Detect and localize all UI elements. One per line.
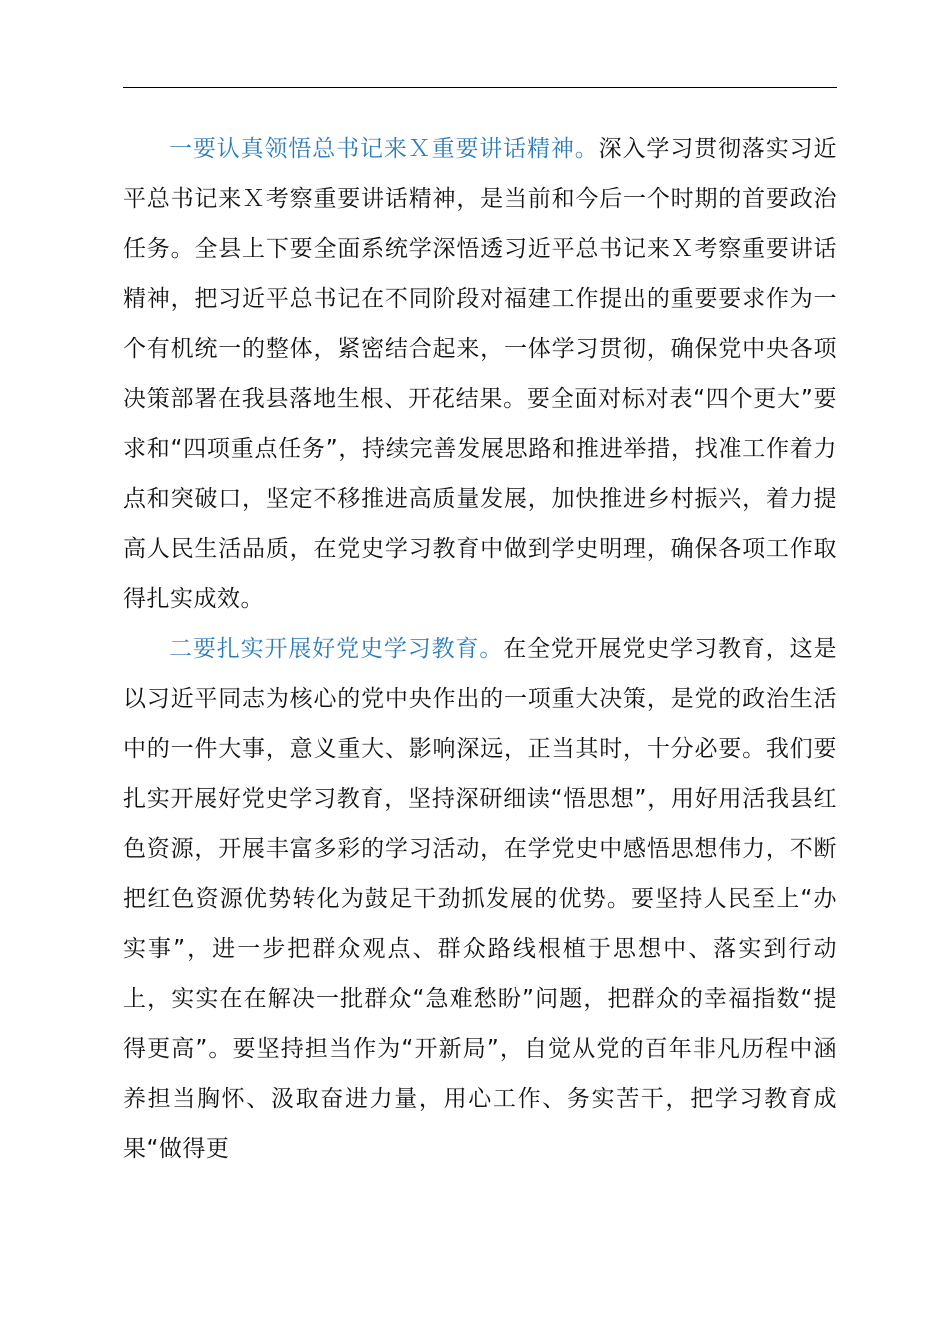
document-body — [123, 124, 837, 1174]
paragraph-2 — [123, 624, 837, 1174]
paragraph-1-heading: 一要认真领悟总书记来Ｘ重要讲话精神。 — [169, 136, 599, 162]
paragraph-2-heading: 二要扎实开展好党史学习教育。 — [169, 636, 504, 662]
header-rule — [123, 87, 837, 88]
paragraph-2-text: 在全党开展党史学习教育，这是以习近平同志为核心的党中央作出的一项重大决策，是党的政治生活中的一件大事，意义重大、影响深远，正当其时，十分必要。我们要扎实开展好党史学习教育，坚持深研细读“悟思想”，用好用活我县红色资源，开展丰富多彩的学习活动，在学党史中感悟思想伟力，不断把红色资源优势转化为鼓足干劲抓发展的优势。要坚持人民至上“办实事”，进一步把群众观点、群众路线根植于思想中、落实到行动上，实实在在解决一批群众“急难愁盼”问题，把群众的幸福指数“提得更高”。要坚持担当作为“开新局”，自觉从党的百年非凡历程中涵养担当胸怀、汲取奋进力量，用心工作、务实苦干，把学习教育成果“做得更 — [123, 636, 838, 1162]
paragraph-1-text: 深入学习贯彻落实习近平总书记来Ｘ考察重要讲话精神，是当前和今后一个时期的首要政治任务。全县上下要全面系统学深悟透习近平总书记来Ｘ考察重要讲话精神，把习近平总书记在不同阶段对福建工作提出的重要要求作为一个有机统一的整体，紧密结合起来，一体学习贯彻，确保党中央各项决策部署在我县落地生根、开花结果。要全面对标对表“四个更大”要求和“四项重点任务”，持续完善发展思路和推进举措，找准工作着力点和突破口，坚定不移推进高质量发展，加快推进乡村振兴，着力提高人民生活品质，在党史学习教育中做到学史明理，确保各项工作取得扎实成效。 — [123, 136, 838, 612]
paragraph-1 — [123, 124, 837, 624]
